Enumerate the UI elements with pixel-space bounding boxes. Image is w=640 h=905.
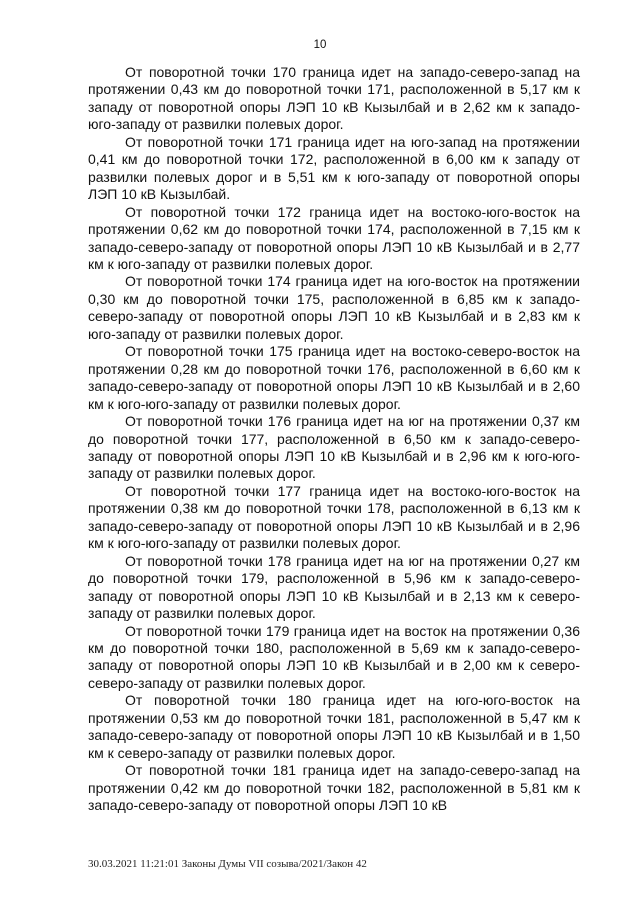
paragraph: От поворотной точки 176 граница идет на юг на протяжении 0,37 км до поворотной точки 177, расположенной в 6,50 км к западо-северо-западу от поворотной опоры ЛЭП 10 кВ Кызылбай и в 2,96 км к юго-юго-западу от развилки полевых дорог. — [88, 413, 580, 482]
page-number: 10 — [313, 39, 327, 51]
footer-stamp: 30.03.2021 11:21:01 Законы Думы VII созыва/2021/Закон 42 — [88, 858, 367, 870]
paragraph: От поворотной точки 171 граница идет на юго-запад на протяжении 0,41 км до поворотной точки 172, расположенной в 6,00 км к западу от развилки полевых дорог и в 5,51 км к юго-западу от поворотной опоры ЛЭП 10 кВ Кызылбай. — [88, 133, 580, 203]
body-text — [88, 64, 580, 814]
paragraph: От поворотной точки 181 граница идет на западо-северо-запад на протяжении 0,42 км до поворотной точки 182, расположенной в 5,81 км к западо-северо-западу от поворотной опоры ЛЭП 10 кВ — [88, 762, 580, 814]
paragraph: От поворотной точки 175 граница идет на востоко-северо-восток на протяжении 0,28 км до поворотной точки 176, расположенной в 6,60 км к западо-северо-западу от поворотной опоры ЛЭП 10 кВ Кызылбай и в 2,60 км к юго-юго-западу от развилки полевых дорог. — [88, 343, 580, 412]
paragraph: От поворотной точки 179 граница идет на восток на протяжении 0,36 км до поворотной точки 180, расположенной в 5,69 км к западо-северо-западу от поворотной опоры ЛЭП 10 кВ Кызылбай и в 2,00 км к северо-северо-западу от развилки полевых дорог. — [88, 622, 580, 691]
paragraph: От поворотной точки 170 граница идет на западо-северо-запад на протяжении 0,43 км до поворотной точки 171, расположенной в 5,17 км к западу от поворотной опоры ЛЭП 10 кВ Кызылбай и в 2,62 км к западо-юго-западу от развилки полевых дорог. — [88, 64, 580, 133]
paragraph: От поворотной точки 180 граница идет на юго-юго-восток на протяжении 0,53 км до поворотной точки 181, расположенной в 5,47 км к западо-северо-западу от поворотной опоры ЛЭП 10 кВ Кызылбай и в 1,50 км к северо-западу от развилки полевых дорог. — [88, 692, 580, 761]
paragraph: От поворотной точки 177 граница идет на востоко-юго-восток на протяжении 0,38 км до поворотной точки 178, расположенной в 6,13 км к западо-северо-западу от поворотной опоры ЛЭП 10 кВ Кызылбай и в 2,96 км к юго-юго-западу от развилки полевых дорог. — [88, 482, 580, 552]
paragraph: От поворотной точки 172 граница идет на востоко-юго-восток на протяжении 0,62 км до поворотной точки 174, расположенной в 7,15 км к западо-северо-западу от поворотной опоры ЛЭП 10 кВ Кызылбай и в 2,77 км к юго-западу от развилки полевых дорог. — [88, 203, 580, 272]
paragraph: От поворотной точки 174 граница идет на юго-восток на протяжении 0,30 км до поворотной точки 175, расположенной в 6,85 км к западо-северо-западу от поворотной опоры ЛЭП 10 кВ Кызылбай и в 2,83 км к юго-западу от развилки полевых дорог. — [88, 273, 580, 342]
paragraph: От поворотной точки 178 граница идет на юг на протяжении 0,27 км до поворотной точки 179, расположенной в 5,96 км к западо-северо-западу от поворотной опоры ЛЭП 10 кВ Кызылбай и в 2,13 км к северо-западу от развилки полевых дорог. — [88, 552, 580, 622]
